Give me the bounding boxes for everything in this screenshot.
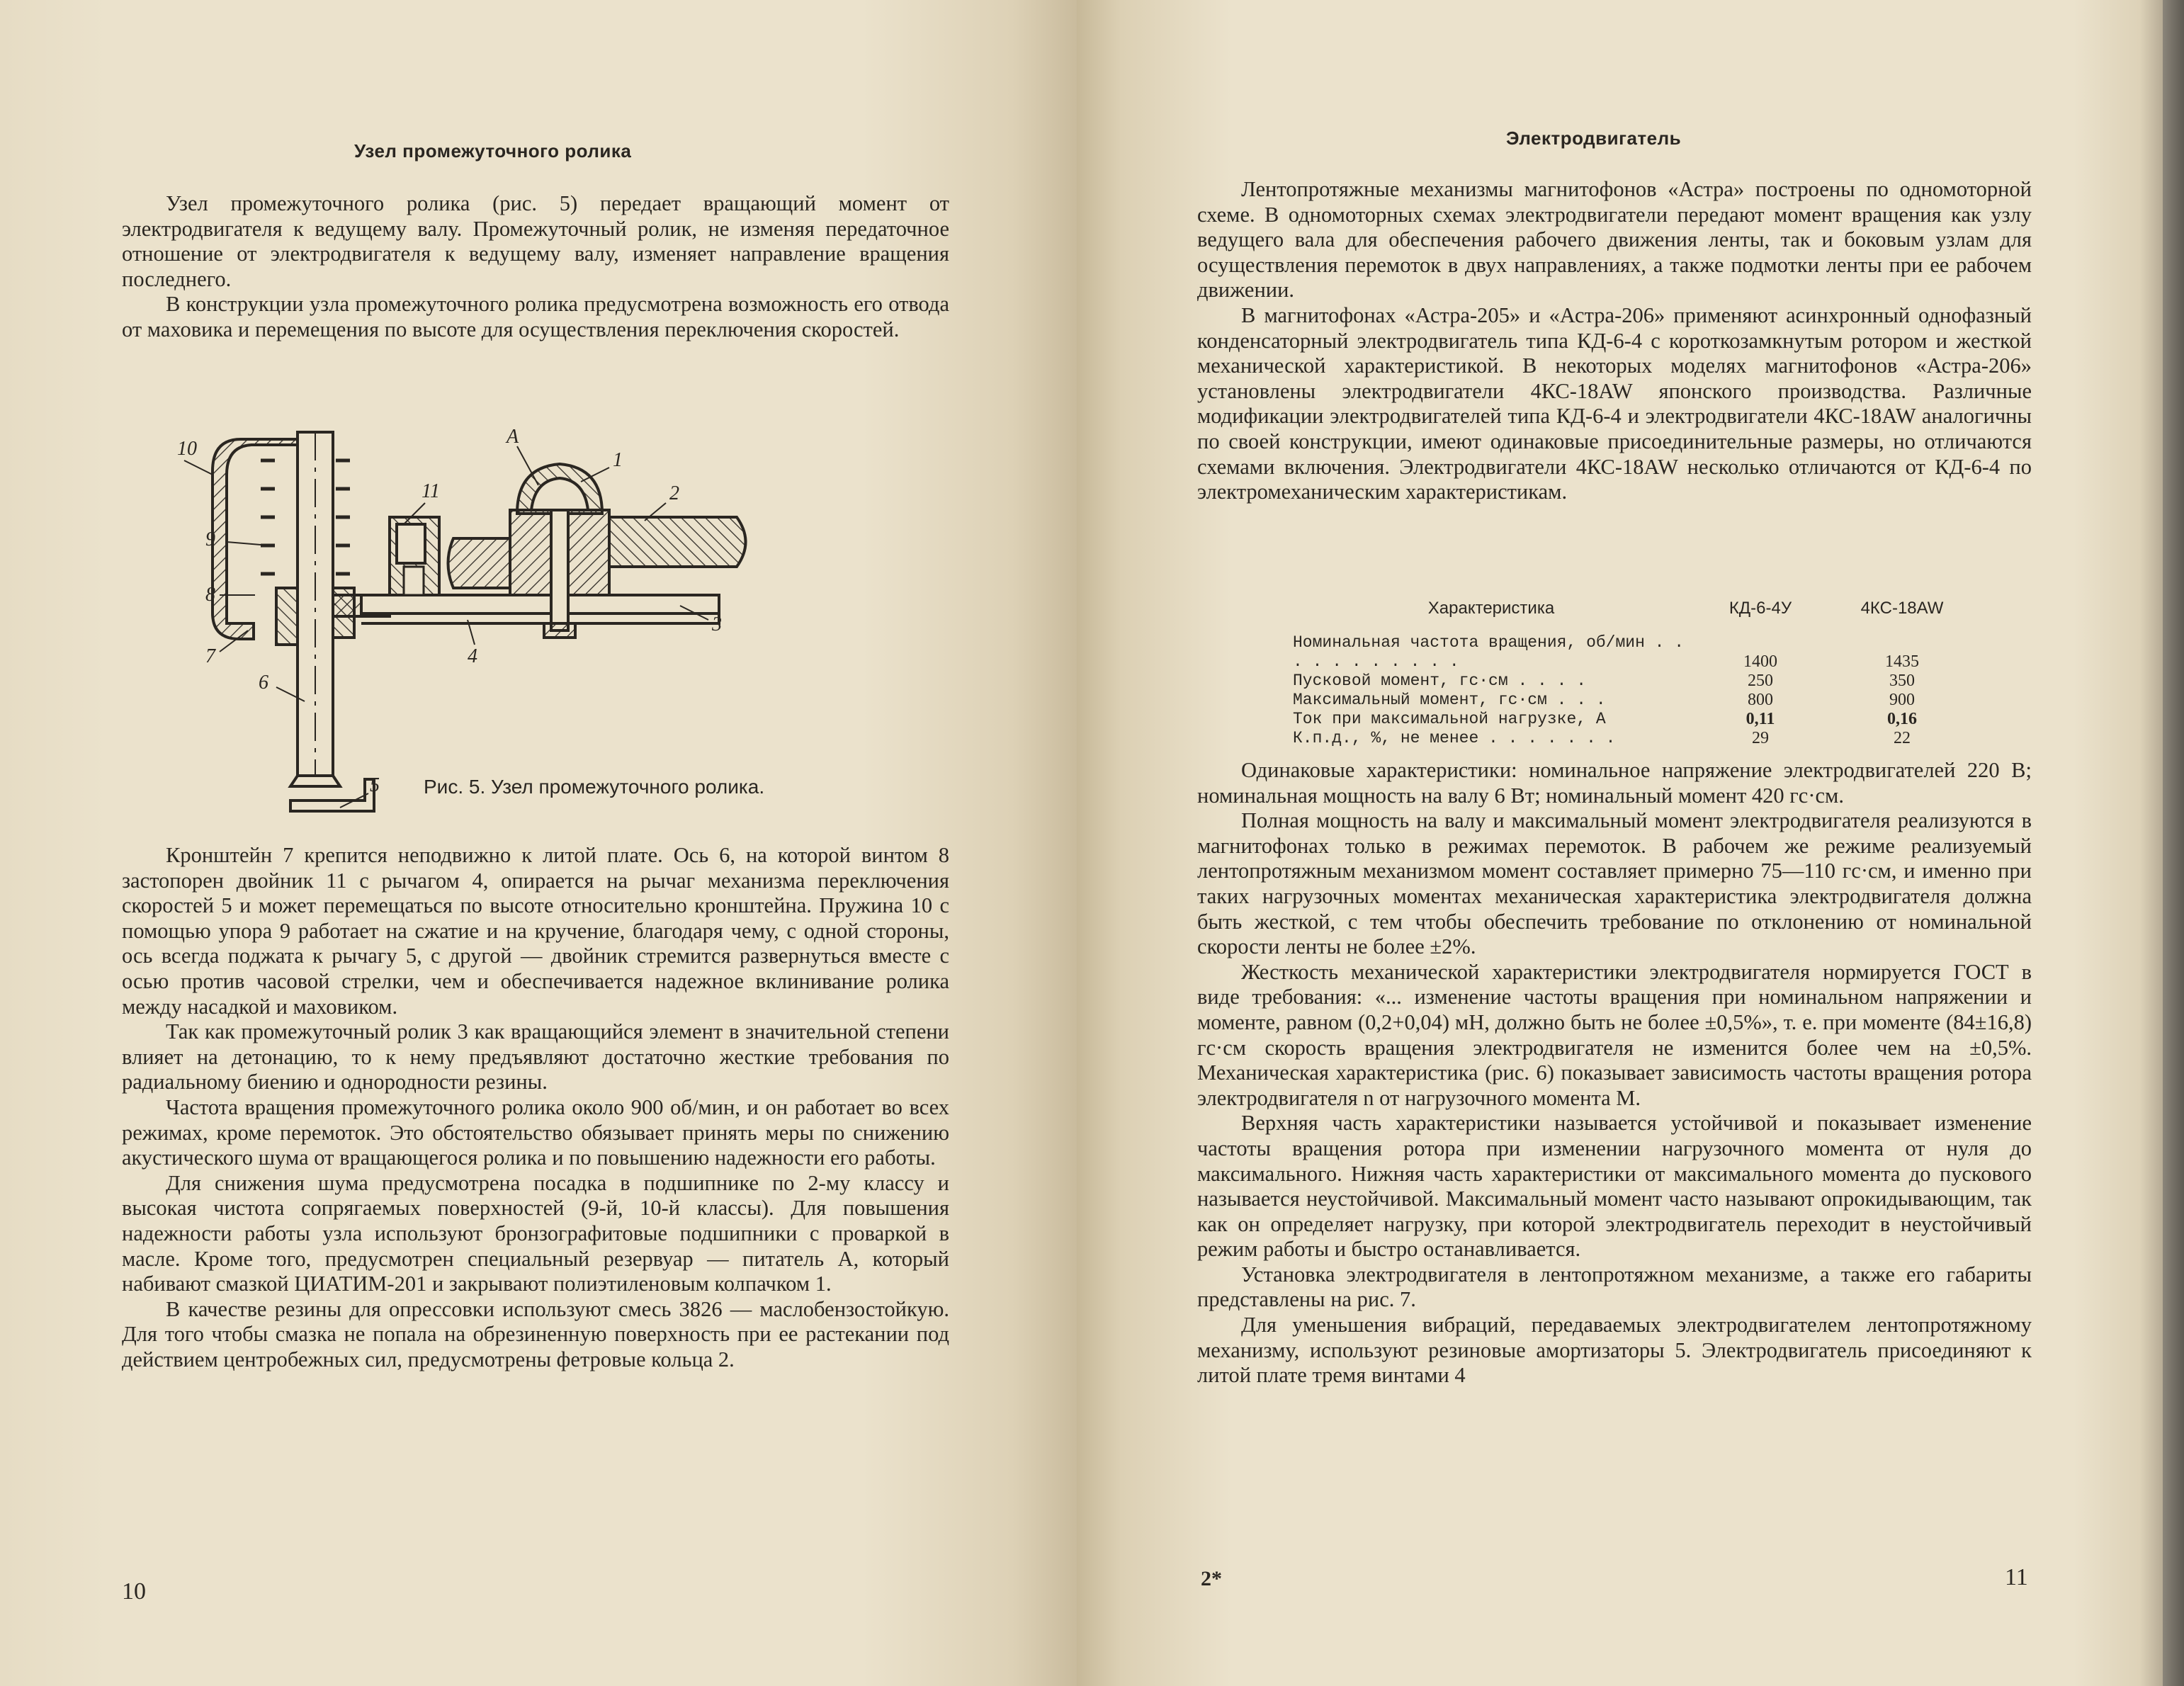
table-cell-kd: 29	[1752, 729, 1769, 747]
paragraph: Так как промежуточный ролик 3 как вращающийся элемент в значительной степени влияет на детонацию, то к нему предъявляют достаточно жесткие требования по радиальному биению и однородности резины.	[122, 1019, 949, 1094]
signature-mark: 2*	[1201, 1567, 1222, 1590]
label-4: 4	[468, 645, 477, 667]
paragraph: В конструкции узла промежуточного ролика предусмотрена возможность его отвода от маховика и перемещения по высоте для осуществления переключения скоростей.	[122, 292, 949, 341]
label-10: 10	[177, 438, 197, 460]
page-number-left: 10	[122, 1578, 146, 1605]
table-cell-ks: 22	[1894, 729, 1911, 747]
center-pin	[551, 510, 568, 630]
right-page	[1077, 0, 2184, 1686]
label-11: 11	[421, 480, 440, 502]
table-cell-label: Ток при максимальной нагрузке, А	[1293, 710, 1606, 728]
paragraph: Верхняя часть характеристики называется устойчивой и показывает изменение частоты вращения ротора при изменении нагрузочного момента от нуля до максимального. Нижняя часть характеристики от максимального момента до пускового называется неустойчивой. Максимальный момент часто называют опрокидывающим, так как он определяет нагрузку, при которой электродвигатель переходит в неустойчивый режим работы и быстро останавливается.	[1197, 1111, 2032, 1262]
table-row	[1293, 672, 1973, 691]
label-A: А	[507, 426, 519, 448]
table-cell-label: Максимальный момент, гс·см . . .	[1293, 691, 1606, 709]
label-1: 1	[613, 449, 623, 471]
left-intro-text	[122, 191, 949, 343]
table-row	[1293, 729, 1973, 748]
paragraph: Кронштейн 7 крепится неподвижно к литой плате. Ось 6, на которой винтом 8 застопорен двойник 11 с рычагом 4, опирается на рычаг механизма переключения скоростей 5 и может перемещаться по высоте относительно кронштейна. Пружина 10 с помощью упора 9 работает на сжатие и на кручение, благодаря чему, с одной стороны, ось всегда поджата к рычагу 5, с другой — двойник стремится развернуться вместе с осью против часовой стрелки, чем и обеспечивается надежное вклинивание ролика между насадкой и маховиком.	[122, 843, 949, 1019]
table-cell-label: К.п.д., %, не менее . . . . . . .	[1293, 729, 1616, 747]
book-edge	[2163, 0, 2184, 1686]
characteristics-table	[1293, 599, 1973, 748]
page-number-right: 11	[2005, 1564, 2028, 1590]
table-header-row	[1293, 599, 1973, 633]
paragraph: В магнитофонах «Астра-205» и «Астра-206» применяют асинхронный однофазный конденсаторный электродвигатель типа КД-6-4 с короткозамкнутым ротором и жесткой механической характеристикой. В некоторых моделях магнитофонов «Астра-206» установлены электродвигатели 4КС-18AW японского производства. Различные модификации электродвигателей типа КД-6-4 и электродвигатели 4КС-18AW аналогичны по своей конструкции, имеют одинаковые присоединительные размеры, но отличаются схемами включения. Электродвигатели 4КС-18AW несколько отличаются от КД-6-4 по электромеханическим характеристикам.	[1197, 302, 2032, 504]
paragraph: Частота вращения промежуточного ролика около 900 об/мин, и он работает во всех режимах, кроме перемоток. Это обстоятельство обязывает принять меры по снижению акустического шума от вращающегося ролика и по повышению надежности его работы.	[122, 1094, 949, 1170]
table-header: 4КС-18AW	[1860, 599, 1944, 618]
label-7: 7	[205, 645, 215, 667]
table-header: Характеристика	[1427, 599, 1555, 618]
label-8: 8	[205, 584, 215, 606]
table-row	[1293, 710, 1973, 729]
bushing	[276, 588, 298, 645]
paragraph: В качестве резины для опрессовки используют смесь 3826 — маслобензостойкую. Для того чтобы смазка не попала на обрезиненную поверхность при ее растекании под действием центробежных сил, предусмотрены фетровые кольца 2.	[122, 1296, 949, 1371]
left-body-text	[122, 843, 949, 1372]
right-text-after-table	[1197, 758, 2032, 1388]
table-row	[1293, 691, 1973, 710]
figure-5-diagram	[177, 418, 893, 829]
right-heading: Электродвигатель	[1506, 128, 1682, 149]
label-9: 9	[205, 528, 215, 550]
label-2: 2	[669, 482, 679, 504]
table-cell-kd: 800	[1748, 691, 1773, 709]
left-heading: Узел промежуточного ролика	[354, 140, 632, 162]
left-page	[0, 0, 1077, 1686]
table-cell-kd: 250	[1748, 672, 1773, 690]
axle	[448, 538, 511, 588]
paragraph: Полная мощность на валу и максимальный момент электродвигателя реализуются в магнитофонах только в режимах перемоток. В рабочем же режиме реализуемый лентопротяжным механизмом момент составляет примерно 75—110 гс·см, и именно при таких нагрузочных моментах механическая характеристика электродвигателя должна быть жесткой, с тем чтобы обеспечить требование по отклонению от номинальной скорости ленты не более ±2%.	[1197, 808, 2032, 959]
paragraph: Узел промежуточного ролика (рис. 5) передает вращающий момент от электродвигателя к ведущему валу. Промежуточный ролик, не изменяя передаточное отношение от электродвигателя к ведущему валу, изменяет направление вращения последнего.	[122, 191, 949, 291]
table-header: КД-6-4У	[1728, 599, 1792, 618]
right-text-before-table	[1197, 177, 2032, 505]
label-5: 5	[370, 774, 380, 796]
table-cell-label: Номинальная частота вращения, об/мин . . . . . . . . . . .	[1293, 633, 1685, 671]
figure-5-caption: Рис. 5. Узел промежуточного ролика.	[424, 776, 765, 798]
table-cell-label: Пусковой момент, гс·см . . . .	[1293, 672, 1587, 690]
paragraph: Для снижения шума предусмотрена посадка в подшипнике по 2-му классу и высокая чистота сопрягаемых поверхностей (9-й, 10-й классы). Для повышения надежности работы узла используют бронзографитовые подшипники с проваркой в масле. Кроме того, предусмотрен специальный резервуар — питатель А, который набивают смазкой ЦИАТИМ-201 и закрывают полиэтиленовым колпачком 1.	[122, 1170, 949, 1296]
label-3: 3	[712, 613, 722, 635]
label-6: 6	[259, 672, 268, 694]
table-cell-ks: 0,16	[1887, 710, 1917, 728]
table-cell-kd: 1400	[1743, 652, 1777, 671]
table-cell-kd: 0,11	[1745, 710, 1775, 728]
table-cell-ks: 350	[1889, 672, 1915, 690]
paragraph: Жесткость механической характеристики электродвигателя нормируется ГОСТ в виде требования: «... изменение частоты вращения при номинальном напряжении и моменте, равном (0,2+0,04) мН, должно быть не более ±0,5%», т. е. при моменте (84±16,8) гс·см скорость вращения электродвигателя не изменится более чем на ±0,5%. Механическая характеристика (рис. 6) показывает зависимость частоты вращения ротора электродвигателя n от нагрузочного момента М.	[1197, 959, 2032, 1110]
paragraph: Установка электродвигателя в лентопротяжном механизме, а также его габариты представлены на рис. 7.	[1197, 1262, 2032, 1312]
paragraph: Лентопротяжные механизмы магнитофонов «Астра» построены по одномоторной схеме. В одномоторных схемах электродвигатели передают момент вращения как узлу ведущего вала для обеспечения рабочего движения ленты, так и боковым узлам для осуществления перемоток в двух направлениях, а также подмотки ленты при ее рабочем движении.	[1197, 177, 2032, 302]
table-cell-ks: 900	[1889, 691, 1915, 709]
table-cell-ks: 1435	[1885, 652, 1919, 671]
paragraph: Для уменьшения вибраций, передаваемых электродвигателем лентопротяжному механизму, используют резиновые амортизаторы 5. Электродвигатель присоединяют к литой плате тремя винтами 4	[1197, 1313, 2032, 1388]
paragraph: Одинаковые характеристики: номинальное напряжение электродвигателей 220 В; номинальная мощность на валу 6 Вт; номинальный момент 420 гс·см.	[1197, 758, 2032, 808]
table-row	[1293, 633, 1973, 672]
